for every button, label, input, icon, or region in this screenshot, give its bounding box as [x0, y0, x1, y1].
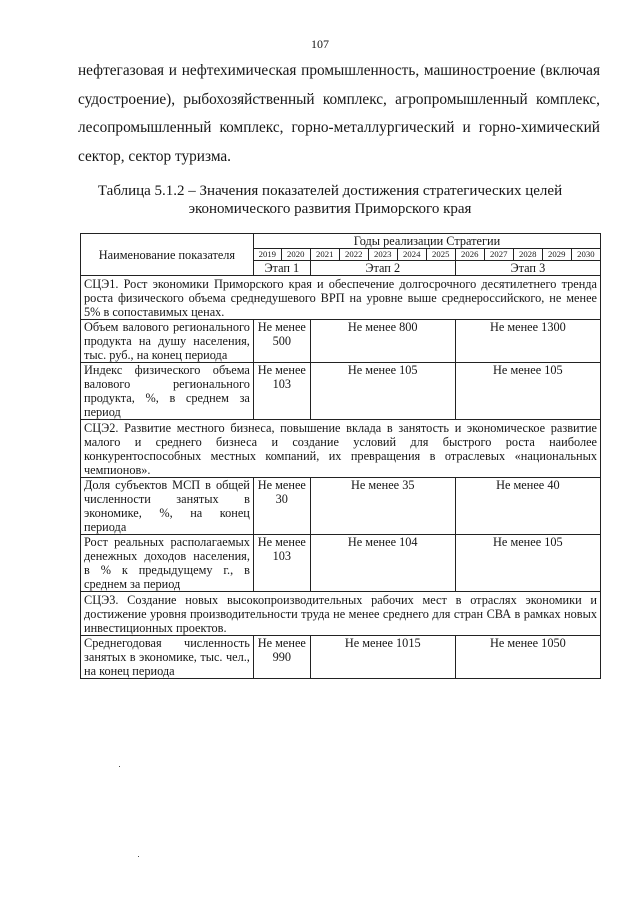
year-cell: 2021 — [310, 249, 339, 261]
scan-speck — [119, 766, 120, 767]
indicator-name: Доля субъектов МСП в общей численности занятых в экономике, %, на конец периода — [81, 478, 254, 535]
stage-2-value: Не менее 800 — [310, 320, 455, 363]
year-cell: 2019 — [253, 249, 281, 261]
stage-2-header: Этап 2 — [310, 261, 455, 276]
indicator-name: Среднегодовая численность занятых в экономике, тыс. чел., на конец периода — [81, 636, 254, 679]
indicator-name: Индекс физического объема валового регионального продукта, %, в среднем за период — [81, 363, 254, 420]
scan-speck — [138, 856, 139, 857]
stage-2-value: Не менее 104 — [310, 535, 455, 592]
stage-3-value: Не менее 1300 — [455, 320, 600, 363]
table-row — [81, 478, 601, 535]
goal-row: СЦЭ1. Рост экономики Приморского края и обеспечение долгосрочного десятилетнего тренда роста физического объема среднедушевого ВРП на уровне выше среднероссийского, не менее 5% в сопоставимых ценах. — [81, 276, 601, 320]
indicator-name: Объем валового регионального продукта на душу населения, тыс. руб., на конец периода — [81, 320, 254, 363]
stage-1-value: Не менее 30 — [253, 478, 310, 535]
stage-3-value: Не менее 1050 — [455, 636, 600, 679]
table-row — [81, 636, 601, 679]
indicator-name: Рост реальных располагаемых денежных доходов населения, в % к предыдущему г., в среднем за период — [81, 535, 254, 592]
year-cell: 2020 — [281, 249, 310, 261]
table-caption-line-2: экономического развития Приморского края — [188, 200, 472, 217]
table-row — [81, 320, 601, 363]
stage-1-value: Не менее 103 — [253, 363, 310, 420]
goal-row: СЦЭ3. Создание новых высокопроизводительных рабочих мест в отраслях экономики и достижение уровня производительности труда не менее среднего для стран СВА в рамках новых инвестиционных проектов. — [81, 592, 601, 636]
stage-3-value: Не менее 105 — [455, 535, 600, 592]
intro-text: нефтегазовая и нефтехимическая промышленность, машиностроение (включая судостроение), рыбохозяйственный комплекс, агропромышленный комплекс, лесопромышленный комплекс, горно-металлургический и горно-химический сектор, сектор туризма. — [78, 62, 600, 165]
stage-1-value: Не менее 103 — [253, 535, 310, 592]
page-number: 107 — [311, 37, 329, 51]
year-cell: 2024 — [397, 249, 426, 261]
header-years: Годы реализации Стратегии — [253, 234, 600, 249]
header-indicator-name: Наименование показателя — [81, 234, 254, 276]
intro-paragraph — [78, 57, 600, 171]
year-cell: 2025 — [426, 249, 455, 261]
stage-3-value: Не менее 40 — [455, 478, 600, 535]
table-caption-line-1: Таблица 5.1.2 – Значения показателей достижения стратегических целей — [97, 183, 563, 199]
stage-1-value: Не менее 500 — [253, 320, 310, 363]
stage-2-value: Не менее 1015 — [310, 636, 455, 679]
stage-2-value: Не менее 105 — [310, 363, 455, 420]
year-cell: 2030 — [571, 249, 600, 261]
table-row — [81, 535, 601, 592]
year-cell: 2029 — [542, 249, 571, 261]
table-caption — [60, 183, 600, 218]
stage-2-value: Не менее 35 — [310, 478, 455, 535]
stage-1-value: Не менее 990 — [253, 636, 310, 679]
year-cell: 2028 — [513, 249, 542, 261]
goal-row: СЦЭ2. Развитие местного бизнеса, повышение вклада в занятость и экономическое развитие малого и среднего бизнеса и создание условий для быстрого роста наиболее конкурентоспособных местных компаний, их превращения в отраслевых «национальных чемпионов». — [81, 420, 601, 478]
table-row — [81, 363, 601, 420]
year-cell: 2023 — [368, 249, 397, 261]
stage-3-header: Этап 3 — [455, 261, 600, 276]
stage-3-value: Не менее 105 — [455, 363, 600, 420]
year-cell: 2026 — [455, 249, 484, 261]
year-cell: 2027 — [484, 249, 513, 261]
stage-1-header: Этап 1 — [253, 261, 310, 276]
indicators-table — [80, 233, 601, 679]
year-cell: 2022 — [339, 249, 368, 261]
